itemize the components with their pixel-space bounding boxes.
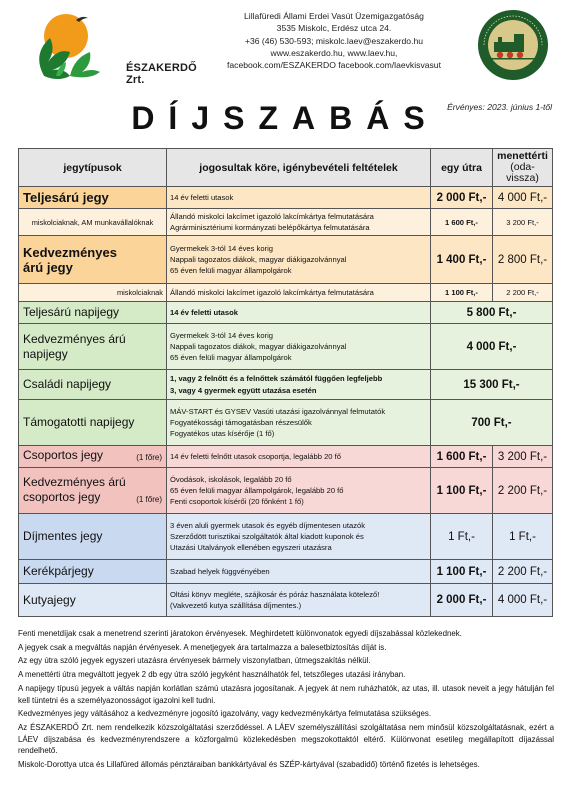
ticket-name xyxy=(19,468,167,514)
validity-date: Érvényes: 2023. június 1-től xyxy=(447,102,552,112)
contact-block xyxy=(196,10,472,71)
per-person-note: (1 főre) xyxy=(136,453,162,462)
ticket-name: miskolciaknak xyxy=(19,284,167,302)
price-single: 2 000 Ft,- xyxy=(431,187,493,209)
header-ticket-type: jegytípusok xyxy=(19,149,167,187)
note-paragraph: A jegyek csak a megváltás napján érvényesek. A menetjegyek ára tartalmazza a balesetbiztosítás díját is. xyxy=(18,642,387,652)
condition-line: 65 éven felüli magyar állampolgárok xyxy=(170,266,292,276)
price-return: 2 200 Ft,- xyxy=(493,284,553,302)
header-return-label: menettérti xyxy=(497,150,548,162)
ticket-conditions xyxy=(167,584,431,617)
condition-line: Agrárminisztériumi kormányzati belépőkártya felmutatására xyxy=(170,223,370,232)
ticket-name xyxy=(19,236,167,284)
per-person-note: (1 főre) xyxy=(136,494,162,504)
condition-line: 1, vagy 2 felnőtt és a felnőttek számától függően legfeljebb xyxy=(170,374,383,384)
train-seal-icon xyxy=(476,8,550,82)
table-header-row xyxy=(19,149,553,187)
price-single: 2 000 Ft,- xyxy=(431,584,493,617)
table-row xyxy=(19,284,553,302)
price-single: 1 400 Ft,- xyxy=(431,236,493,284)
condition-line: Óvodások, iskolások, legalább 20 fő xyxy=(170,474,292,484)
condition-line: 14 év feletti felnőtt utasok csoportja, legalább 20 fő xyxy=(170,451,341,461)
ticket-name-line: Kedvezményes árú xyxy=(23,474,126,489)
ticket-conditions xyxy=(167,446,431,468)
ticket-conditions xyxy=(167,302,431,324)
table-row xyxy=(19,446,553,468)
company-logo xyxy=(16,10,197,86)
note-paragraph: Az egy útra szóló jegyek egyszeri utazásra érvényesek bármely viszonylatban, útmegszakítás nélkül. xyxy=(18,656,371,666)
header-return xyxy=(493,149,553,187)
note-paragraph: Az ÉSZAKERDŐ Zrt. nem rendelkezik közszolgáltatási szerződéssel. A LÁEV személyszállítási szolgáltatása nem minősül közszolgáltatásnak, ezért a LÁEV díjszabása és kedvezményrendszere a közforgalmú közlekedésben megszokottaktól eltérő. Különvonat esetileg megállapított díjazással rendelhető. xyxy=(18,722,554,756)
price-return: 2 200 Ft,- xyxy=(493,560,553,584)
ticket-conditions xyxy=(167,560,431,584)
price-day: 700 Ft,- xyxy=(431,400,553,446)
condition-line: Fogyatékossági támogatásban részesülők xyxy=(170,417,312,427)
table-row xyxy=(19,584,553,617)
condition-line: Oltási könyv megléte, szájkosár és póráz használata kötelező! xyxy=(170,589,380,599)
ticket-name-text: Csoportos jegy xyxy=(23,448,104,462)
ticket-name: Családi napijegy xyxy=(19,370,167,400)
header xyxy=(0,0,570,90)
price-single: 1 100 Ft,- xyxy=(431,560,493,584)
table-row xyxy=(19,236,553,284)
ticket-name: Teljesárú napijegy xyxy=(19,302,167,324)
ticket-name-line: napijegy xyxy=(23,346,68,361)
condition-line: 3, vagy 4 gyermek együtt utazása esetén xyxy=(170,385,317,395)
ticket-name-text: csoportos jegy xyxy=(23,489,101,504)
ticket-name: Teljesárú jegy xyxy=(19,187,167,209)
condition-line: Gyermekek 3-tól 14 éves korig xyxy=(170,243,273,253)
table-row xyxy=(19,560,553,584)
condition-line: 65 éven felüli magyar állampolgárok xyxy=(170,353,292,363)
condition-line: 14 év feletti utasok xyxy=(170,192,234,202)
condition-line: Fenti csoportok kísérői (20 főnként 1 fő) xyxy=(170,497,304,507)
ticket-conditions xyxy=(167,400,431,446)
price-return: 4 000 Ft,- xyxy=(493,187,553,209)
ticket-conditions xyxy=(167,284,431,302)
table-row xyxy=(19,514,553,560)
table-row xyxy=(19,468,553,514)
price-single: 1 100 Ft,- xyxy=(431,284,493,302)
price-table xyxy=(18,148,553,617)
page-title: DÍJSZABÁS xyxy=(131,100,439,136)
ticket-name: Kutyajegy xyxy=(19,584,167,617)
header-conditions: jogosultak köre, igénybevételi feltételek xyxy=(167,149,431,187)
price-day: 4 000 Ft,- xyxy=(431,324,553,370)
leaf-logo-icon xyxy=(16,10,116,80)
price-return: 2 800 Ft,- xyxy=(493,236,553,284)
ticket-conditions xyxy=(167,514,431,560)
contact-line: Lillafüredi Állami Erdei Vasút Üzemigazgatóság xyxy=(244,11,424,21)
condition-line: Gyermekek 3-tól 14 éves korig xyxy=(170,330,273,340)
table-row xyxy=(19,400,553,446)
condition-line: 3 éven aluli gyermek utasok és egyéb díjmentesen utazók xyxy=(170,520,366,530)
ticket-name-line: Kedvezményes xyxy=(23,244,117,260)
condition-line: Nappali tagozatos diákok, magyar diákigazolvánnyal xyxy=(170,254,347,264)
condition-line: Szabad helyek függvényében xyxy=(170,566,270,576)
table-row xyxy=(19,209,553,236)
table-row xyxy=(19,187,553,209)
ticket-name: Díjmentes jegy xyxy=(19,514,167,560)
price-single: 1 Ft,- xyxy=(431,514,493,560)
condition-line: MÁV-START és GYSEV Vasúti utazási igazolvánnyal felmutatók xyxy=(170,406,386,416)
price-return: 1 Ft,- xyxy=(493,514,553,560)
header-return-sub: (oda-vissza) xyxy=(506,161,539,184)
note-paragraph: A menettérti útra megváltott jegyek 2 db egy útra szóló jegyként használhatók fel, tetszőleges utazási irányban. xyxy=(18,670,406,680)
ticket-conditions xyxy=(167,468,431,514)
note-paragraph: Fenti menetdíjak csak a menetrend szerinti járatokon érvényesek. Meghirdetett különvonatok egyedi díjszabással közlekednek. xyxy=(18,629,462,638)
condition-line: Utazási Utalványok ellenében egyszeri utazásra xyxy=(170,543,332,553)
condition-line: Állandó miskolci lakcímet igazoló lakcímkártya felmutatására xyxy=(170,287,374,297)
price-day: 15 300 Ft,- xyxy=(431,370,553,400)
contact-line: facebook.com/ESZAKERDO facebook.com/laevkisvasut xyxy=(227,60,441,71)
condition-line: 65 éven felüli magyar állampolgárok, legalább 20 fő xyxy=(170,485,344,495)
ticket-name-line: Kedvezményes árú xyxy=(23,331,126,346)
condition-line: (Vakvezető kutya szállítása díjmentes.) xyxy=(170,601,302,610)
header-single: egy útra xyxy=(431,149,493,187)
price-return: 3 200 Ft,- xyxy=(493,209,553,236)
note-paragraph: Miskolc-Dorottya utca és Lillafüred állomás pénztáraiban bankkártyával és SZÉP-kártyával (szabadidő) történő fizetés is lehetséges. xyxy=(18,760,480,770)
price-return: 4 000 Ft,- xyxy=(493,584,553,617)
notes-section xyxy=(18,628,554,773)
condition-line: 14 év feletti utasok xyxy=(170,307,238,317)
price-single: 1 600 Ft,- xyxy=(431,446,493,468)
condition-line: Állandó miskolci lakcímet igazoló lakcímkártya felmutatására xyxy=(170,211,374,221)
price-return: 2 200 Ft,- xyxy=(493,468,553,514)
table-row xyxy=(19,302,553,324)
ticket-name-line: árú jegy xyxy=(23,259,73,275)
ticket-name xyxy=(19,324,167,370)
price-single: 1 600 Ft,- xyxy=(431,209,493,236)
table-row xyxy=(19,370,553,400)
contact-line: +36 (46) 530-593; miskolc.laev@eszakerdo.hu xyxy=(244,35,424,46)
note-paragraph: Kedvezményes jegy váltásához a kedvezményre jogosító igazolvány, vagy kedvezménykártya felmutatása szükséges. xyxy=(18,709,432,719)
table-row xyxy=(19,324,553,370)
note-paragraph: A napijegy típusú jegyek a váltás napján korlátlan számú utazásra jogosítanak. A jegyek át nem ruházhatók, az utas, ill. utasok neveit a jegy hátulján fel kell tüntetni és a személyazonosságot igazolni kell tudni. xyxy=(18,683,554,705)
ticket-conditions xyxy=(167,324,431,370)
ticket-name: Támogatotti napijegy xyxy=(19,400,167,446)
ticket-conditions xyxy=(167,236,431,284)
ticket-conditions xyxy=(167,209,431,236)
railway-seal xyxy=(476,8,550,82)
condition-line: Nappali tagozatos diákok, magyar diákigazolvánnyal xyxy=(170,341,347,351)
price-single: 1 100 Ft,- xyxy=(431,468,493,514)
company-name: ÉSZAKERDŐ Zrt. xyxy=(126,62,197,86)
price-return: 3 200 Ft,- xyxy=(493,446,553,468)
ticket-name: Kerékpárjegy xyxy=(19,560,167,584)
contact-line: 3535 Miskolc, Erdész utca 24. xyxy=(276,23,392,34)
ticket-conditions xyxy=(167,187,431,209)
price-day: 5 800 Ft,- xyxy=(431,302,553,324)
ticket-name xyxy=(19,446,167,468)
ticket-name-line xyxy=(23,490,162,505)
contact-line: www.eszakerdo.hu, www.laev.hu, xyxy=(270,47,398,58)
ticket-name: miskolciaknak, AM munkavállalóknak xyxy=(19,209,167,236)
condition-line: Szerződött turisztikai szolgáltatók által kiadott kuponok és xyxy=(170,531,364,541)
condition-line: Fogyatékos utas kísérője (1 fő) xyxy=(170,429,275,439)
ticket-conditions xyxy=(167,370,431,400)
